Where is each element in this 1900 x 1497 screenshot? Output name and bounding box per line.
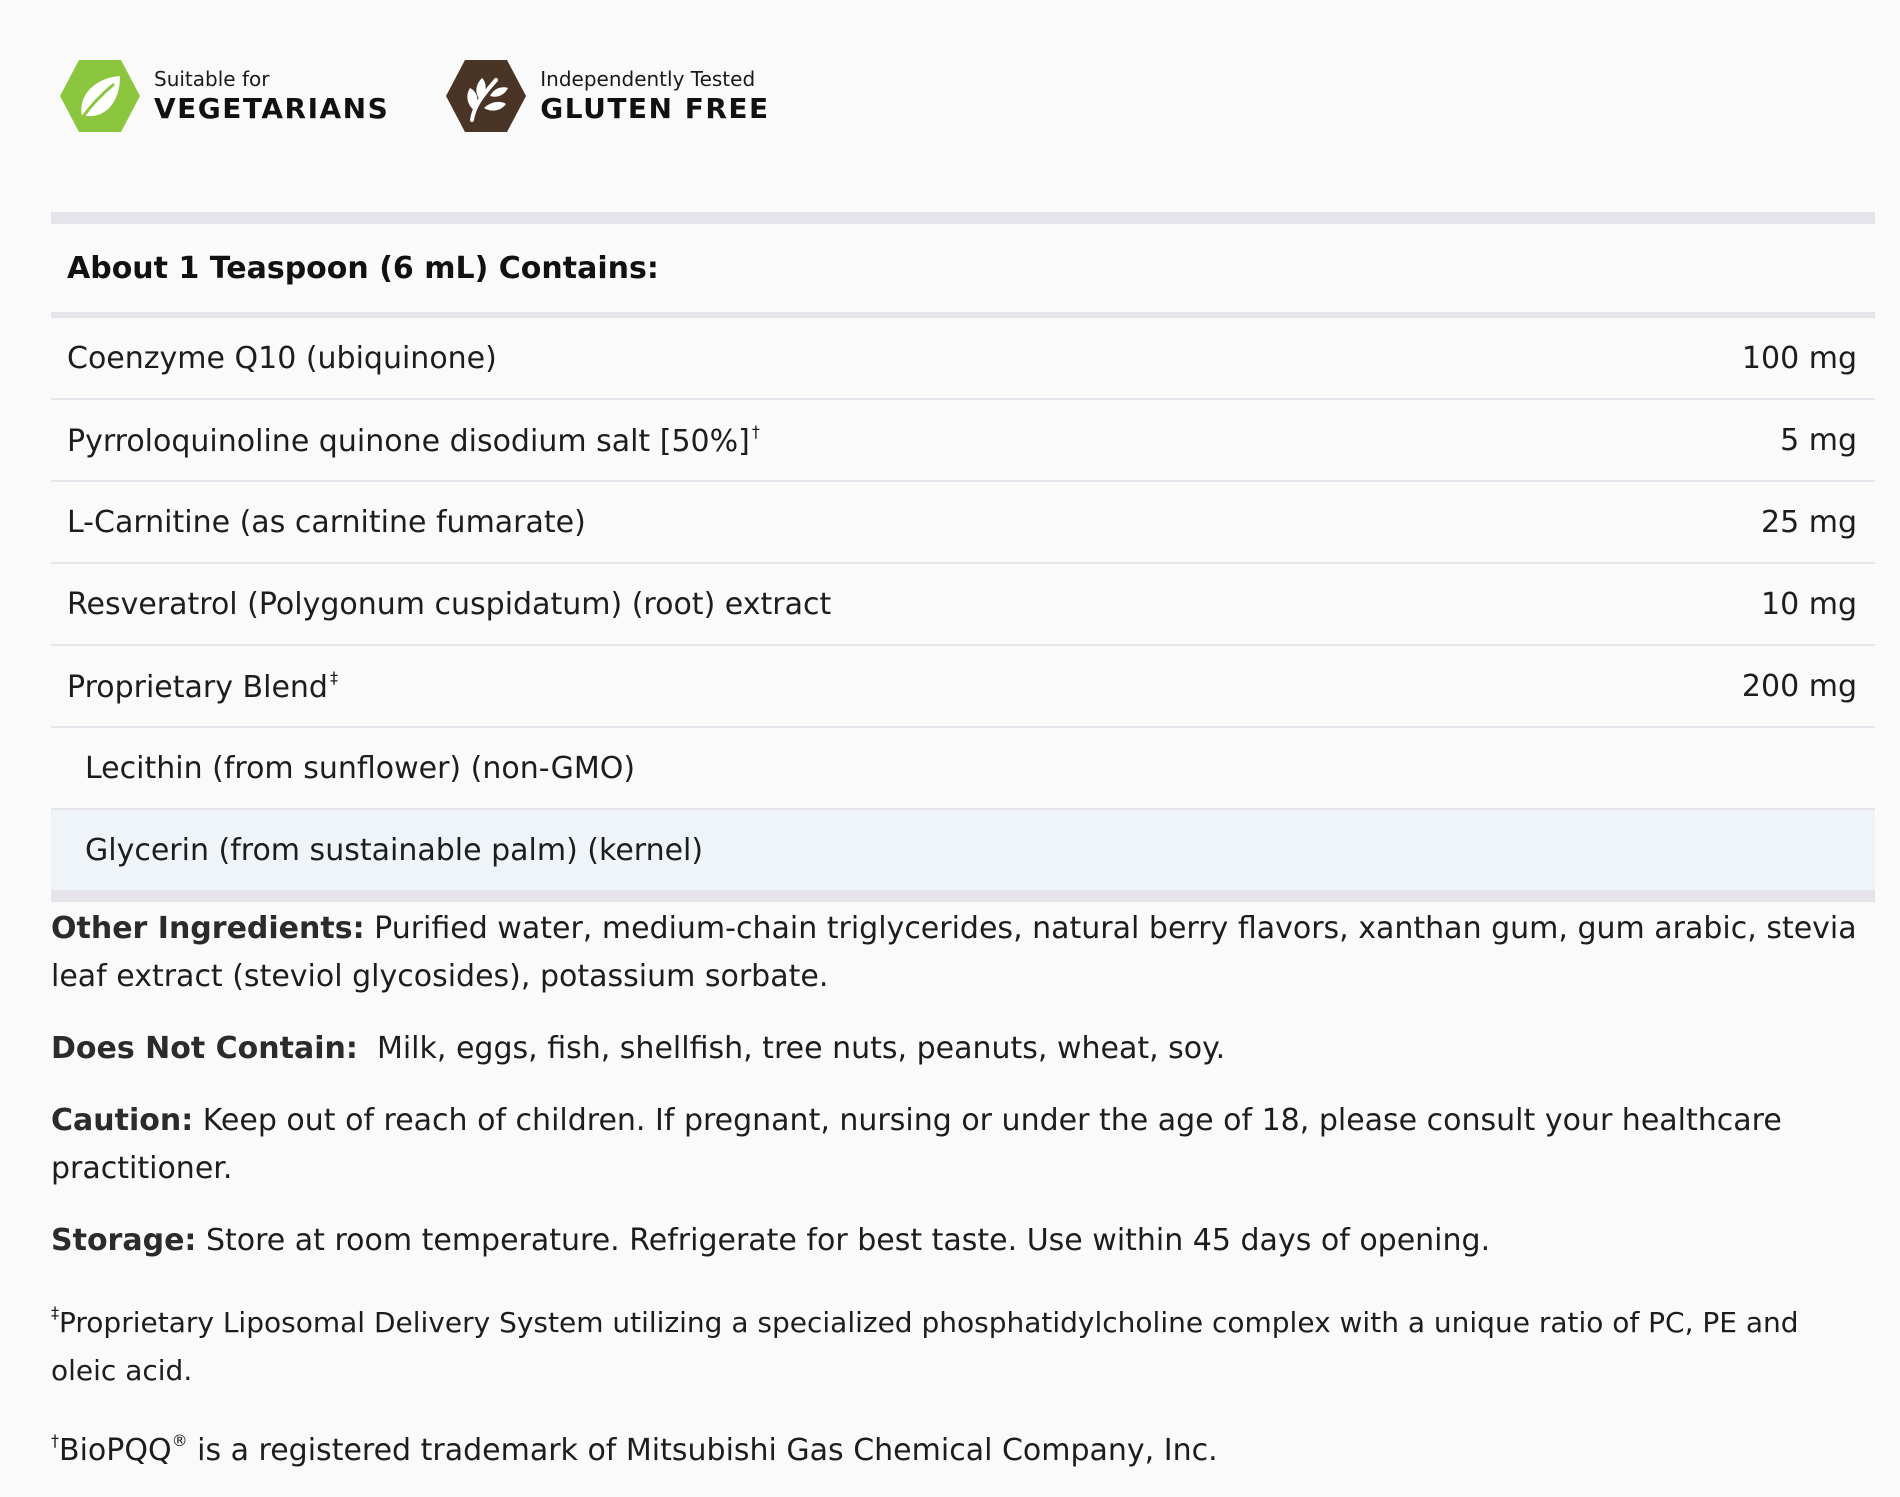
footnote-liposomal: ‡Proprietary Liposomal Delivery System utilizing a specialized phosphatidylcholine complex with a unique ratio of PC, PE and oleic acid. <box>51 1303 1799 1387</box>
other-ingredients: Other Ingredients: Purified water, medium-chain triglycerides, natural berry flavors, xanthan gum, gum arabic, stevia leaf extract (steviol glycosides), potassium sorbate. <box>51 911 1857 994</box>
wheat-icon <box>444 58 528 134</box>
ingredient-amount: 5 mg <box>1780 422 1857 458</box>
ingredient-amount: 200 mg <box>1741 668 1857 704</box>
ingredient-row <box>51 318 1875 400</box>
ingredient-row <box>51 646 1875 728</box>
ingredient-name: L-Carnitine (as carnitine fumarate) <box>67 504 586 540</box>
does-not-contain: Does Not Contain: Milk, eggs, fish, shellfish, tree nuts, peanuts, wheat, soy. <box>51 1031 1226 1066</box>
ingredient-amount: 10 mg <box>1761 586 1857 622</box>
ingredient-amount: 25 mg <box>1761 504 1857 540</box>
serving-header: About 1 Teaspoon (6 mL) Contains: <box>51 224 1875 318</box>
badge-small-text: Independently Tested <box>540 67 756 91</box>
caution: Caution: Keep out of reach of children. If pregnant, nursing or under the age of 18, please consult your healthcare practitioner. <box>51 1103 1782 1186</box>
blend-sub-row <box>51 810 1875 890</box>
double-dagger-mark: ‡ <box>329 667 338 687</box>
label-notes <box>51 905 1861 1497</box>
blend-sub-row <box>51 728 1875 810</box>
ingredient-amount: 100 mg <box>1741 340 1857 376</box>
dagger-mark: † <box>751 421 760 441</box>
ingredient-name: Pyrroloquinoline quinone disodium salt [50%] † <box>67 421 760 459</box>
ingredient-row <box>51 400 1875 482</box>
badges <box>58 58 770 134</box>
supplement-facts-table <box>51 212 1875 902</box>
ingredient-name: Proprietary Blend ‡ <box>67 667 338 705</box>
gluten-free-badge <box>444 58 769 134</box>
leaf-icon <box>58 58 142 134</box>
vegetarian-badge <box>58 58 389 134</box>
ingredient-name: Glycerin (from sustainable palm) (kernel) <box>85 832 704 868</box>
ingredient-name: Coenzyme Q10 (ubiquinone) <box>67 340 497 376</box>
ingredient-row <box>51 564 1875 646</box>
ingredient-name: Lecithin (from sunflower) (non-GMO) <box>85 750 636 786</box>
badge-title: VEGETARIANS <box>154 92 390 125</box>
badge-small-text: Suitable for <box>154 67 270 91</box>
storage: Storage: Store at room temperature. Refrigerate for best taste. Use within 45 days of opening. <box>51 1223 1491 1258</box>
footnote-trademark: †BioPQQ® is a registered trademark of Mitsubishi Gas Chemical Company, Inc. <box>51 1431 1218 1468</box>
ingredient-name: Resveratrol (Polygonum cuspidatum) (root) extract <box>67 586 832 622</box>
badge-title: GLUTEN FREE <box>540 92 770 125</box>
ingredient-row <box>51 482 1875 564</box>
